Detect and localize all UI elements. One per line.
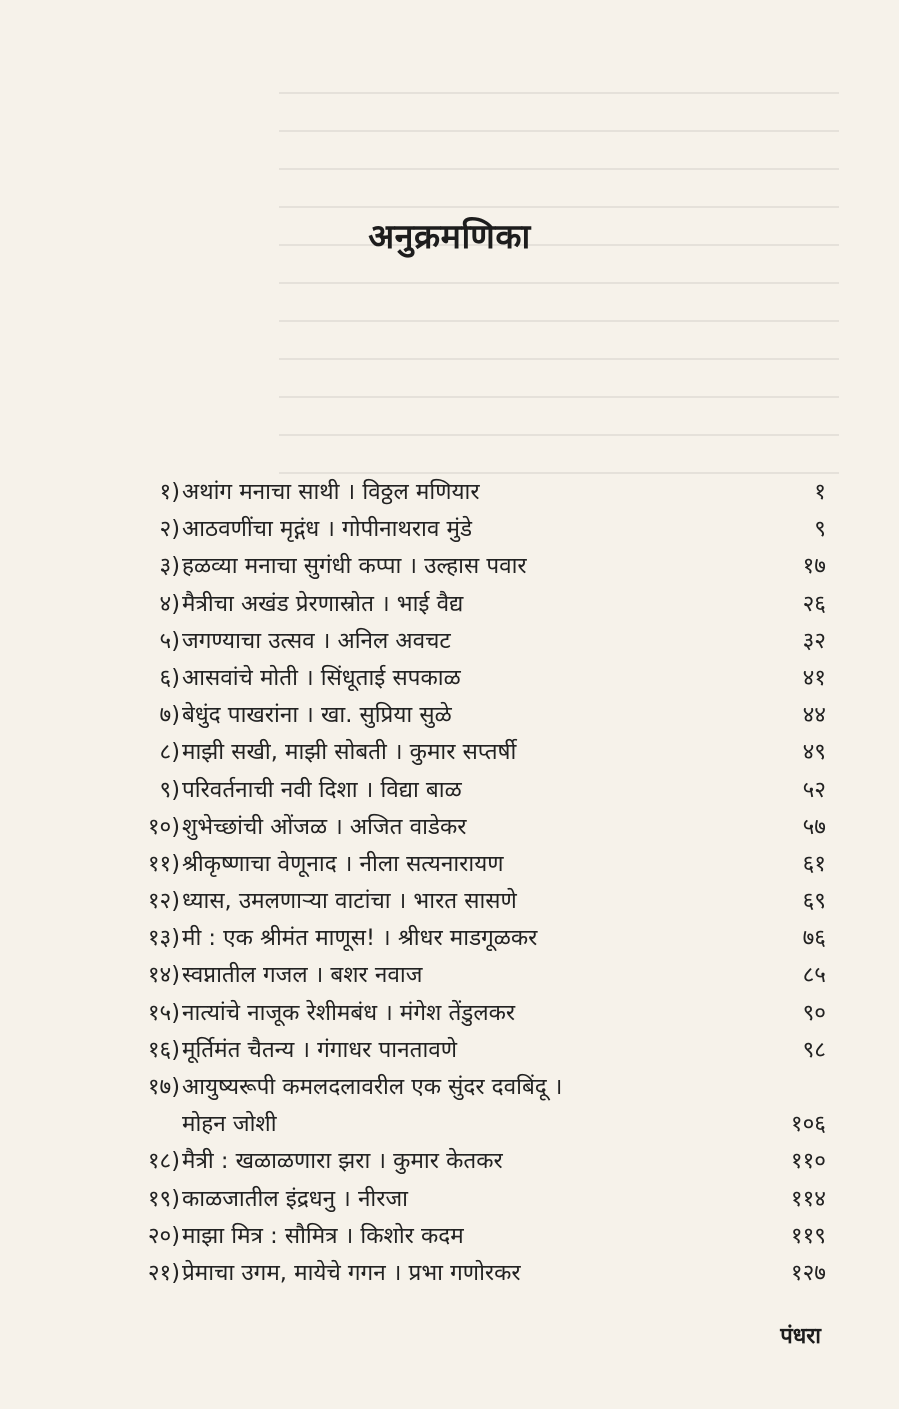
toc-entry-title: मैत्री : खळाळणारा झरा । कुमार केतकर [182, 1148, 503, 1175]
toc-entry-number: ९) [159, 776, 180, 803]
toc-entry-page: ५२ [802, 776, 826, 803]
toc-entry-page: ९८ [802, 1036, 826, 1063]
toc-entry-number: १६) [147, 1036, 180, 1063]
toc-entry-title: मोहन जोशी [182, 1111, 277, 1138]
toc-entry-title: आठवणींचा मृद्गंध । गोपीनाथराव मुंडे [182, 516, 473, 543]
toc-entry-number: १०) [147, 813, 180, 840]
toc-entry-number: १७) [147, 1074, 180, 1100]
toc-entry [118, 1069, 826, 1106]
toc-entry-number: ४) [159, 590, 180, 617]
toc-entry-title: काळजातील इंद्रधनु । नीरजा [182, 1185, 408, 1212]
toc-entry-page: ९० [802, 999, 826, 1026]
toc-entry-page: ८५ [802, 962, 826, 989]
toc-entry-page: २६ [802, 590, 826, 617]
toc-entry-title: स्वप्नातील गजल । बशर नवाज [182, 962, 423, 989]
toc-entry-number: १३) [147, 925, 180, 952]
toc-entry-page: ४४ [802, 702, 826, 729]
toc-entry-title: मी : एक श्रीमंत माणूस! । श्रीधर माडगूळकर [182, 925, 538, 952]
toc-entry-number: १८) [147, 1148, 180, 1175]
toc-entry [118, 1218, 826, 1255]
toc-entry-title: श्रीकृष्णाचा वेणूनाद । नीला सत्यनारायण [182, 850, 504, 877]
toc-entry-title: माझा मित्र : सौमित्र । किशोर कदम [182, 1222, 464, 1249]
toc-entry [118, 1032, 826, 1069]
toc-entry [118, 548, 826, 585]
toc-entry-page: ५७ [802, 813, 826, 840]
toc-entry [118, 734, 826, 771]
page-title: अनुक्रमणिका [368, 217, 531, 257]
show-through-lines [279, 92, 839, 532]
toc-entry [118, 586, 826, 623]
toc-entry-page: १ [814, 479, 826, 505]
toc-entry [118, 957, 826, 994]
toc-entry-number: २०) [147, 1222, 180, 1249]
toc-entry [118, 511, 826, 548]
toc-entry-number: २१) [147, 1259, 180, 1286]
toc-entry-page: १२७ [790, 1259, 826, 1286]
toc-entry-number: ३) [159, 553, 180, 580]
toc-entry-title: ध्यास, उमलणाऱ्या वाटांचा । भारत सासणे [182, 888, 517, 915]
toc-entry-number: १२) [147, 888, 180, 915]
toc-entry-page: ४९ [802, 739, 826, 766]
toc-entry-title: प्रेमाचा उगम, मायेचे गगन । प्रभा गणोरकर [182, 1259, 521, 1286]
toc-entry-page: १०६ [790, 1111, 826, 1138]
toc-entry-number: ८) [159, 739, 180, 766]
toc-entry-page: ३२ [802, 627, 826, 654]
page-number-footer: पंधरा [780, 1324, 821, 1349]
toc-entry-number: १४) [147, 962, 180, 989]
toc-entry [118, 772, 826, 809]
toc-entry [118, 1106, 826, 1143]
toc-entry [118, 1181, 826, 1218]
toc-entry-page: ६१ [802, 850, 826, 877]
toc-entry-title: आयुष्यरूपी कमलदलावरील एक सुंदर दवबिंदू । [182, 1074, 563, 1100]
toc-entry-title: आसवांचे मोती । सिंधूताई सपकाळ [182, 664, 461, 691]
toc-entry [118, 846, 826, 883]
toc-entry-page: ४१ [802, 664, 826, 691]
toc-entry [118, 1143, 826, 1180]
toc-entry-page: १७ [802, 553, 826, 580]
toc-entry-number: ५) [159, 627, 180, 654]
toc-entry-number: १९) [147, 1185, 180, 1212]
toc-entry-number: १५) [147, 999, 180, 1026]
toc-entry-title: जगण्याचा उत्सव । अनिल अवचट [182, 627, 451, 654]
toc-entry [118, 623, 826, 660]
toc-entry [118, 883, 826, 920]
toc-entry [118, 809, 826, 846]
toc-entry-title: शुभेच्छांची ओंजळ । अजित वाडेकर [182, 813, 467, 840]
toc-entry [118, 1255, 826, 1292]
toc-entry-number: ६) [159, 664, 180, 691]
toc-entry-title: बेधुंद पाखरांना । खा. सुप्रिया सुळे [182, 702, 452, 729]
toc-entry-number: ११) [147, 850, 180, 877]
toc-entry-page: ११० [790, 1148, 826, 1175]
toc-entry-title: हळव्या मनाचा सुगंधी कप्पा । उल्हास पवार [182, 553, 527, 580]
toc-entry-page: ६९ [802, 888, 826, 915]
toc-entry [118, 660, 826, 697]
toc-entry-page: ७६ [802, 925, 826, 952]
toc-entry [118, 697, 826, 734]
toc-entry-number: २) [159, 516, 180, 543]
toc-entry-page: ११४ [790, 1185, 826, 1212]
toc-entry-title: माझी सखी, माझी सोबती । कुमार सप्तर्षी [182, 739, 517, 766]
toc-entry-number: १) [159, 479, 180, 505]
toc-entry-title: नात्यांचे नाजूक रेशीमबंध । मंगेश तेंडुलकर [182, 999, 516, 1026]
toc-entry-page: ११९ [790, 1222, 826, 1249]
toc-entry-title: मैत्रीचा अखंड प्रेरणास्रोत । भाई वैद्य [182, 590, 464, 617]
toc-entry [118, 920, 826, 957]
table-of-contents [118, 474, 826, 1292]
toc-entry-number: ७) [159, 702, 180, 729]
toc-entry-title: मूर्तिमंत चैतन्य । गंगाधर पानतावणे [182, 1036, 458, 1063]
toc-entry-title: परिवर्तनाची नवी दिशा । विद्या बाळ [182, 776, 462, 803]
toc-entry [118, 474, 826, 511]
toc-entry [118, 995, 826, 1032]
toc-entry-title: अथांग मनाचा साथी । विठ्ठल मणियार [182, 479, 480, 505]
toc-entry-page: ९ [814, 516, 826, 543]
